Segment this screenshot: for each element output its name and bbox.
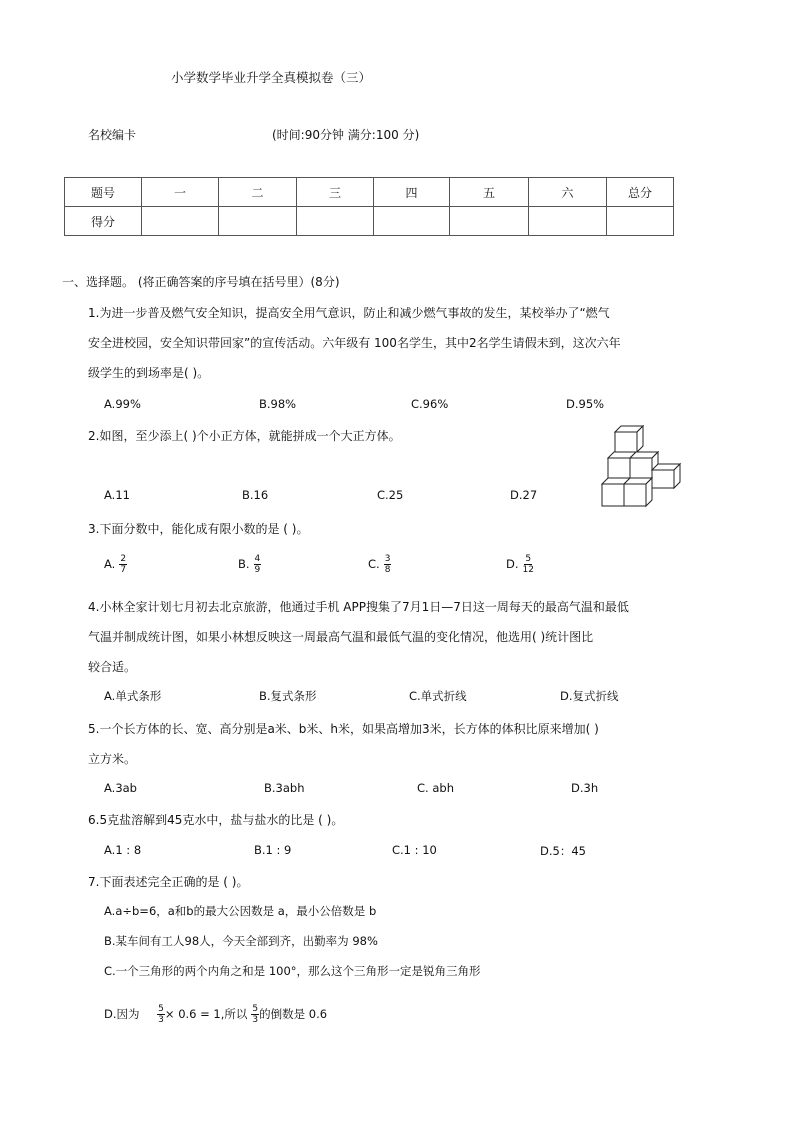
- question-7-line-1: 7.下面表述完全正确的是 ( )。: [88, 875, 249, 889]
- question-6-line-1: 6.5克盐溶解到45克水中，盐与盐水的比是 ( )。: [88, 813, 344, 827]
- fraction-denominator: 3: [158, 1015, 164, 1025]
- fraction-numerator: 5: [252, 1004, 259, 1014]
- fraction: [119, 554, 127, 575]
- cube-stack-figure: [598, 424, 682, 510]
- option-d[interactable]: D.27: [510, 488, 538, 502]
- score-table: [64, 177, 674, 236]
- score-input-cell[interactable]: [607, 207, 674, 236]
- option-c[interactable]: C.25: [377, 488, 404, 502]
- option-b[interactable]: B.1 : 9: [254, 843, 292, 857]
- section-heading: 一、选择题。 (将正确答案的序号填在括号里）(8分): [62, 275, 340, 289]
- question-4-line-2: 气温并制成统计图，如果小林想反映这一周最高气温和最低气温的变化情况，他选用( )统计图比: [88, 630, 594, 644]
- option-d-middle: × 0.6 = 1,所以: [164, 1007, 248, 1021]
- score-input-cell[interactable]: [529, 207, 607, 236]
- fraction-denominator: 7: [120, 565, 127, 575]
- question-4-line-1: 4.小林全家计划七月初去北京旅游，他通过手机 APP搜集了7月1日—7日这一周每天的最高气温和最低: [88, 600, 629, 614]
- score-input-cell[interactable]: [450, 207, 529, 236]
- question-4-line-3: 较合适。: [88, 660, 137, 674]
- option-a[interactable]: A.a÷b=6，a和b的最大公因数是 a，最小公倍数是 b: [104, 904, 377, 918]
- option-a[interactable]: A.3ab: [104, 781, 137, 795]
- option-a[interactable]: A.11: [104, 488, 130, 502]
- option-c[interactable]: C. abh: [417, 781, 454, 795]
- option-a[interactable]: [104, 554, 127, 575]
- fraction-denominator: 3: [252, 1015, 259, 1025]
- option-a[interactable]: A.单式条形: [104, 689, 162, 703]
- question-1-line-1: 1.为进一步普及燃气安全知识，提高安全用气意识，防止和减少燃气事故的发生，某校举办了“燃气: [88, 306, 610, 320]
- option-b[interactable]: B.3abh: [264, 781, 305, 795]
- fraction-numerator: 4: [254, 554, 261, 564]
- option-label: C.: [368, 557, 380, 571]
- option-d[interactable]: [506, 554, 534, 575]
- score-input-cell[interactable]: [219, 207, 297, 236]
- option-label: A.: [104, 557, 116, 571]
- fraction-numerator: 5: [158, 1004, 164, 1014]
- option-c[interactable]: C.1 : 10: [392, 843, 437, 857]
- time-info: (时间:90分钟 满分:100 分): [272, 128, 420, 142]
- score-input-cell[interactable]: [374, 207, 450, 236]
- fraction-numerator: 5: [525, 554, 532, 564]
- question-1-line-3: 级学生的到场率是( )。: [88, 366, 210, 380]
- page-title: 小学数学毕业升学全真模拟卷（三）: [171, 70, 372, 85]
- question-2-line-1: 2.如图，至少添上( )个小正方体，就能拼成一个大正方体。: [88, 429, 401, 443]
- option-b[interactable]: B.复式条形: [259, 689, 317, 703]
- fraction-denominator: 8: [384, 565, 391, 575]
- option-d[interactable]: D.5：45: [540, 844, 586, 858]
- option-d[interactable]: D.95%: [566, 397, 605, 411]
- option-c[interactable]: [368, 554, 391, 575]
- table-cell: 总分: [607, 178, 674, 207]
- score-table-score-row: [65, 207, 674, 236]
- option-b[interactable]: B.16: [242, 488, 269, 502]
- score-input-cell[interactable]: [142, 207, 219, 236]
- table-cell: 三: [297, 178, 374, 207]
- option-c[interactable]: C.一个三角形的两个内角之和是 100°，那么这个三角形一定是锐角三角形: [104, 964, 481, 978]
- fraction-denominator: 12: [522, 565, 534, 575]
- option-c[interactable]: C.96%: [411, 397, 449, 411]
- table-cell: 二: [219, 178, 297, 207]
- option-d[interactable]: D.3h: [571, 781, 599, 795]
- question-5-line-1: 5.一个长方体的长、宽、高分别是a米、b米、h米，如果高增加3米，长方体的体积比原来增加( ): [88, 722, 599, 736]
- table-cell: 一: [142, 178, 219, 207]
- fraction: [157, 1004, 165, 1025]
- option-label: D.: [506, 557, 519, 571]
- question-5-line-2: 立方米。: [88, 752, 137, 766]
- fraction-numerator: 2: [120, 554, 127, 564]
- table-cell: 六: [529, 178, 607, 207]
- question-3-line-1: 3.下面分数中，能化成有限小数的是 ( )。: [88, 522, 309, 536]
- option-d-prefix: D.因为: [104, 1007, 140, 1021]
- table-cell: 题号: [65, 178, 142, 207]
- score-input-cell[interactable]: [297, 207, 374, 236]
- table-cell: 四: [374, 178, 450, 207]
- fraction-denominator: 9: [254, 565, 261, 575]
- fraction: [523, 554, 534, 575]
- option-c[interactable]: C.单式折线: [409, 689, 467, 703]
- school-label: 名校编卡: [88, 128, 137, 142]
- option-b[interactable]: [238, 554, 261, 575]
- option-d[interactable]: D.复式折线: [560, 689, 619, 703]
- option-b[interactable]: B.98%: [259, 397, 297, 411]
- fraction: [384, 554, 392, 575]
- option-label: B.: [238, 557, 250, 571]
- option-d[interactable]: [104, 1004, 327, 1025]
- fraction: [251, 1004, 259, 1025]
- score-table-header-row: [65, 178, 674, 207]
- option-d-suffix: 的倒数是 0.6: [259, 1007, 328, 1021]
- fraction: [254, 554, 262, 575]
- table-cell: 五: [450, 178, 529, 207]
- question-1-line-2: 安全进校园，安全知识带回家”的宣传活动。六年级有 100名学生，其中2名学生请假未到，这次六年: [88, 336, 621, 350]
- option-b[interactable]: B.某车间有工人98人，今天全部到齐，出勤率为 98%: [104, 934, 378, 948]
- fraction-numerator: 3: [384, 554, 391, 564]
- option-a[interactable]: A.99%: [104, 397, 141, 411]
- table-cell: 得分: [65, 207, 142, 236]
- option-a[interactable]: A.1 : 8: [104, 843, 142, 857]
